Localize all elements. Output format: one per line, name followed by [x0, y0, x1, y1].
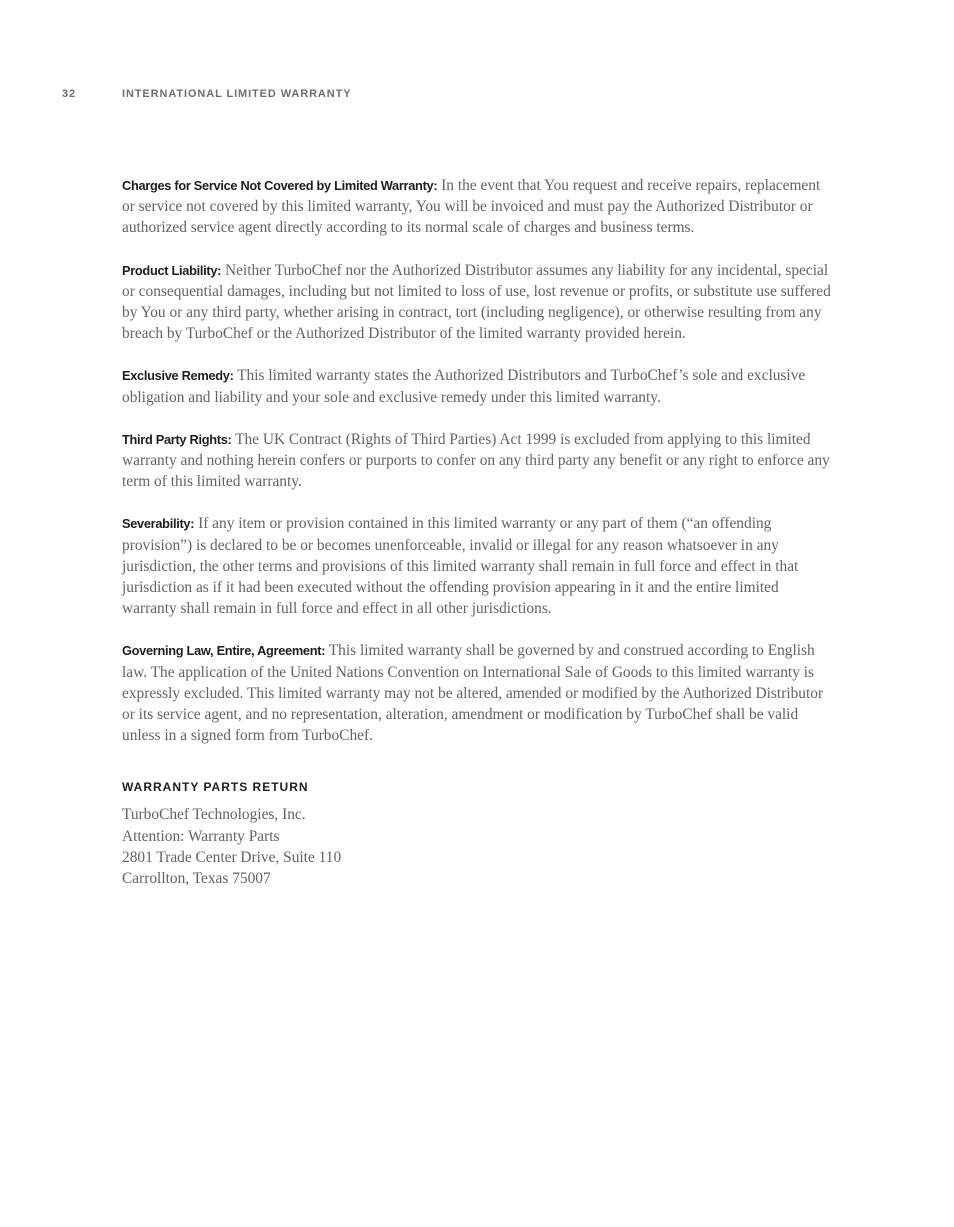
section-text: The UK Contract (Rights of Third Parties) Act 1999 is excluded from applying to this limited warranty and nothing herein confers or purports to confer on any third party any benefit or any right to enforce any term of this limited warranty. [122, 430, 830, 491]
section-text: If any item or provision contained in this limited warranty or any part of them (“an offending provision”) is declared to be or becomes unenforceable, invalid or illegal for any reason whatsoever in any jurisdiction, the other terms and provisions of this limited warranty shall remain in full force and effect in that jurisdiction as if it had been executed without the offending provision appearing in it and the entire limited warranty shall remain in full force and effect in all other jurisdictions. [122, 515, 799, 618]
section-text: This limited warranty shall be governed by and construed according to English law. The application of the United Nations Convention on International Sale of Goods to this limited warranty is expressly excluded. This limited warranty may not be altered, amended or modified by the Authorized Distributor or its service agent, and no representation, alteration, amendment or modification by TurboChef shall be valid unless in a signed form from TurboChef. [122, 642, 824, 745]
section-heading: Product Liability: [122, 262, 222, 278]
document-body [122, 175, 834, 889]
address-line: Attention: Warranty Parts [122, 827, 280, 845]
header-section-title: INTERNATIONAL LIMITED WARRANTY [122, 88, 352, 100]
section-exclusive-remedy [122, 365, 834, 407]
section-third-party-rights [122, 429, 834, 493]
section-governing-law [122, 640, 834, 746]
page-number: 32 [62, 88, 77, 100]
section-heading: Severability: [122, 516, 195, 532]
section-severability [122, 513, 834, 619]
section-charges-not-covered [122, 175, 834, 239]
section-text: This limited warranty states the Authorized Distributors and TurboChef’s sole and exclusive obligation and liability and your sole and exclusive remedy under this limited warranty. [122, 367, 806, 406]
address-line: TurboChef Technologies, Inc. [122, 806, 306, 824]
running-header [62, 88, 351, 100]
section-heading: Third Party Rights: [122, 431, 232, 447]
section-text: In the event that You request and receive repairs, replacement or service not covered by this limited warranty, You will be invoiced and must pay the Authorized Distributor or authorized service agent directly according to its normal scale of charges and business terms. [122, 177, 821, 237]
section-heading: Charges for Service Not Covered by Limited Warranty: [122, 178, 438, 193]
warranty-parts-return-heading: WARRANTY PARTS RETURN [122, 780, 309, 795]
section-heading: Governing Law, Entire, Agreement: [122, 643, 326, 659]
section-product-liability [122, 260, 834, 345]
address-line: 2801 Trade Center Drive, Suite 110 [122, 848, 342, 866]
address-line: Carrollton, Texas 75007 [122, 870, 271, 888]
return-address [122, 804, 834, 889]
section-text: Neither TurboChef nor the Authorized Distributor assumes any liability for any incidental, special or consequential damages, including but not limited to loss of use, lost revenue or profits, or substitute use suffered by You or any third party, whether arising in contract, tort (including negligence), or otherwise resulting from any breach by TurboChef or the Authorized Distributor of the limited warranty provided herein. [122, 261, 831, 343]
section-heading: Exclusive Remedy: [122, 368, 234, 384]
